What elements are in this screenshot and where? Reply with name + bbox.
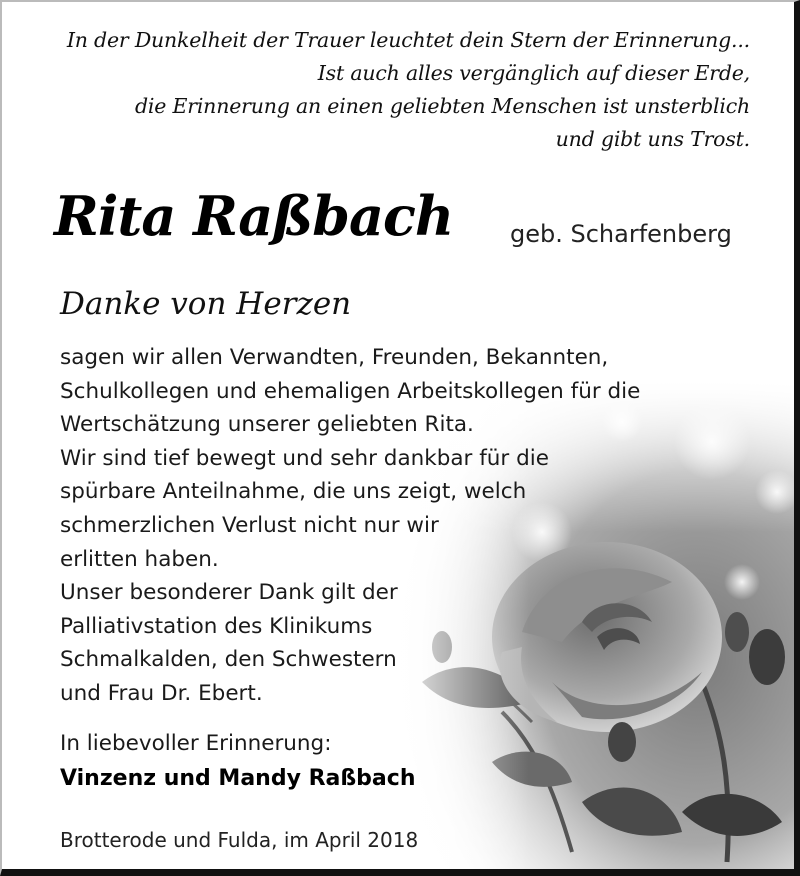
text-line: Schmalkalden, den Schwestern	[60, 647, 397, 673]
deceased-name: Rita Raßbach	[54, 184, 454, 248]
memorial-quote	[67, 24, 750, 156]
text-line: sagen wir allen Verwandten, Freunden, Bekannten,	[60, 345, 609, 370]
text-line: Wertschätzung unserer geliebten Rita.	[60, 412, 474, 438]
text-line: Schulkollegen und ehemaligen Arbeitskollegen für die	[60, 378, 641, 404]
text-line: spürbare Anteilnahme, die uns zeigt, welch	[60, 479, 527, 505]
quote-line: Ist auch alles vergänglich auf dieser Erde,	[317, 61, 750, 85]
text-line: und Frau Dr. Ebert.	[60, 680, 263, 706]
quote-line: die Erinnerung an einen geliebten Menschen ist unsterblich	[134, 94, 750, 118]
spacer	[60, 711, 640, 727]
text-line: Unser besonderer Dank gilt der	[60, 580, 398, 606]
signers: Vinzenz und Mandy Raßbach	[60, 766, 416, 791]
maiden-name: geb. Scharfenberg	[510, 220, 732, 248]
quote-line: und gibt uns Trost.	[555, 127, 750, 151]
closing-text: In liebevoller Erinnerung:	[60, 730, 332, 756]
text-line: erlitten haben.	[60, 546, 219, 572]
thanks-heading: Danke von Herzen	[60, 286, 352, 322]
place-date: Brotterode und Fulda, im April 2018	[60, 828, 419, 852]
thanks-text	[60, 341, 640, 760]
text-line: Wir sind tief bewegt und sehr dankbar für die	[60, 445, 549, 471]
quote-line: In der Dunkelheit der Trauer leuchtet dein Stern der Erinnerung...	[66, 28, 750, 52]
text-line: Palliativstation des Klinikums	[60, 613, 373, 639]
text-line: schmerzlichen Verlust nicht nur wir	[60, 512, 439, 538]
